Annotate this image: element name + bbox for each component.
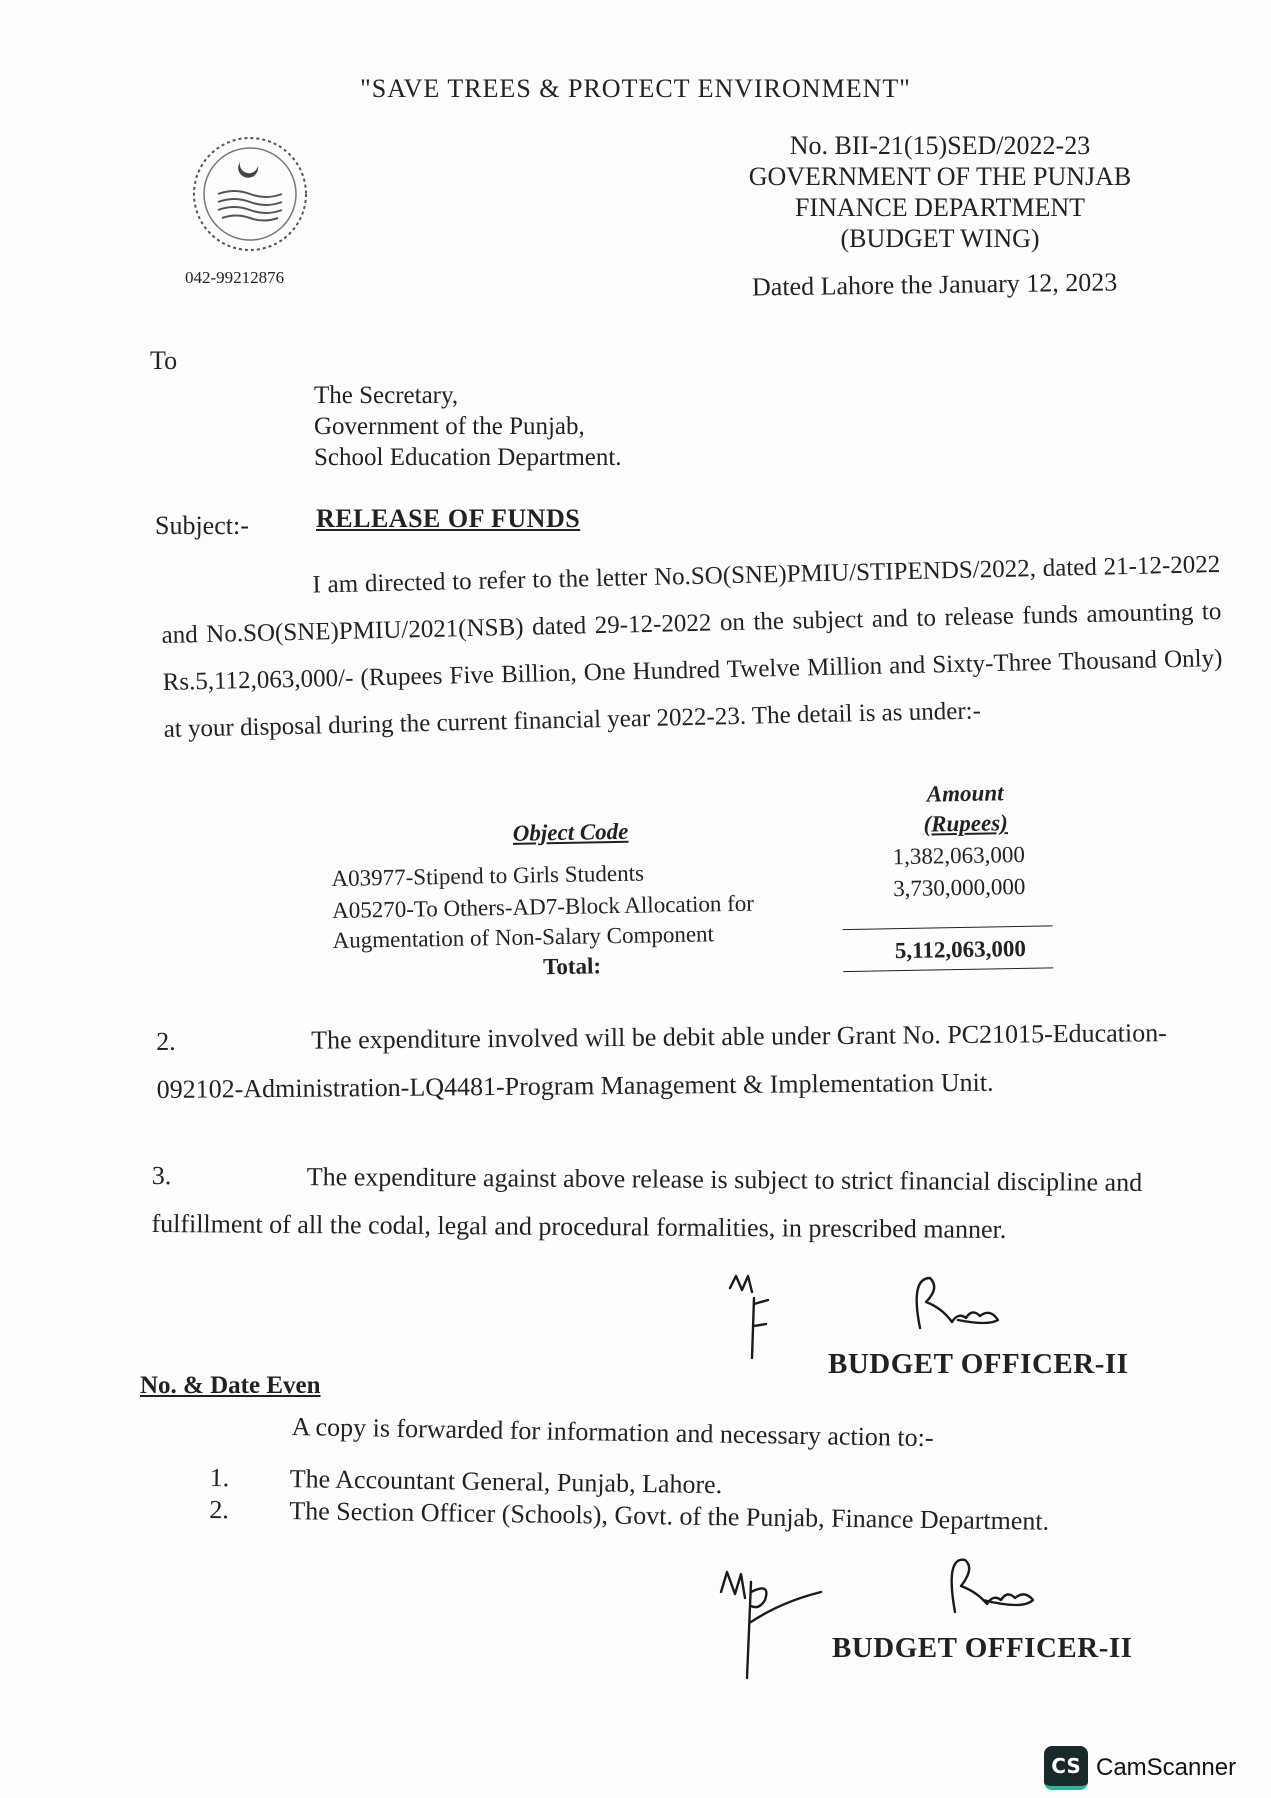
object-code-cell: A03977-Stipend to Girls Students [331, 860, 645, 891]
paragraph-2-number: 2. [156, 1026, 176, 1056]
endorsement-intro: A copy is forwarded for information and necessary action to:- [291, 1412, 934, 1453]
government-name: GOVERNMENT OF THE PUNJAB [748, 162, 1132, 191]
paragraph-3-text-b: fulfillment of all the codal, legal and procedural formalities, in prescribed manner. [151, 1208, 1007, 1244]
paragraph-3 [151, 1152, 1262, 1256]
amount-header-line-2: (Rupees) [923, 810, 1009, 837]
reference-block [700, 130, 1180, 254]
total-label: Total: [542, 953, 602, 980]
object-code-cell: Augmentation of Non-Salary Component [332, 921, 715, 953]
signatory-title: BUDGET OFFICER-II [828, 1348, 1129, 1380]
reference-number: No. BII-21(15)SED/2022-23 [789, 131, 1091, 160]
motto: "SAVE TREES & PROTECT ENVIRONMENT" [360, 74, 911, 103]
punjab-seal-logo [188, 132, 312, 256]
camscanner-logo-icon: CS [1044, 1746, 1088, 1790]
signatory-title: BUDGET OFFICER-II [832, 1632, 1133, 1664]
total-value: 5,112,063,000 [894, 935, 1027, 964]
paragraph-3-text-a: The expenditure against above release is subject to strict financial discipline and [306, 1162, 1143, 1197]
subject-label: Subject:- [155, 511, 249, 540]
addressee-line-1: The Secretary, [314, 382, 459, 409]
wing-name: (BUDGET WING) [840, 224, 1040, 253]
amount-header [885, 778, 1046, 841]
total-underline [843, 967, 1053, 972]
addressee-line-2: Government of the Punjab, [314, 413, 585, 440]
paragraph-2 [156, 1008, 1267, 1114]
endorsement-list [209, 1462, 1050, 1538]
addressee-block [314, 380, 622, 473]
funds-table [330, 777, 1050, 980]
addressee-line-3: School Education Department. [314, 444, 622, 471]
department-name: FINANCE DEPARTMENT [795, 193, 1085, 222]
paragraph-2-text-b: 092102-Administration-LQ4481-Program Management & Implementation Unit. [156, 1067, 994, 1104]
amount-header-line-1: Amount [926, 780, 1004, 807]
to-label: To [150, 346, 178, 375]
object-code-header: Object Code [512, 818, 629, 846]
list-item: 2. The Section Officer (Schools), Govt. of the Punjab, Finance Department. [209, 1494, 1050, 1536]
date-line: Dated Lahore the January 12, 2023 [751, 267, 1118, 302]
amount-cell: 3,730,000,000 [892, 873, 1026, 902]
object-code-cell: A05270-To Others-AD7-Block Allocation for [331, 890, 755, 923]
endorsement-label: No. & Date Even [140, 1372, 321, 1399]
paragraph-1: I am directed to refer to the letter No.SO(SNE)PMIU/STIPENDS/2022, dated 21-12-2022 and No.SO(SNE)PMIU/2021(NSB) dated 29-12-2022 on the subject and to release funds amounting to Rs.5,112,063,000/- (Rupees Five Billion, One Hundred Twelve Million and Sixty-Three Thousand Only) at your disposal during the current financial year 2022-23. The detail is as under:- [161, 550, 1223, 743]
paragraph-2-text-a: The expenditure involved will be debit able under Grant No. PC21015-Education- [311, 1018, 1167, 1055]
subject-title: RELEASE OF FUNDS [316, 504, 581, 533]
list-item: 1. The Accountant General, Punjab, Lahore. [209, 1462, 723, 1500]
amount-cell: 1,382,063,000 [892, 841, 1026, 870]
phone-number: 042-99212876 [185, 268, 285, 287]
paragraph-3-number: 3. [151, 1160, 172, 1191]
camscanner-label: CamScanner [1096, 1754, 1237, 1781]
camscanner-watermark [1044, 1745, 1236, 1791]
